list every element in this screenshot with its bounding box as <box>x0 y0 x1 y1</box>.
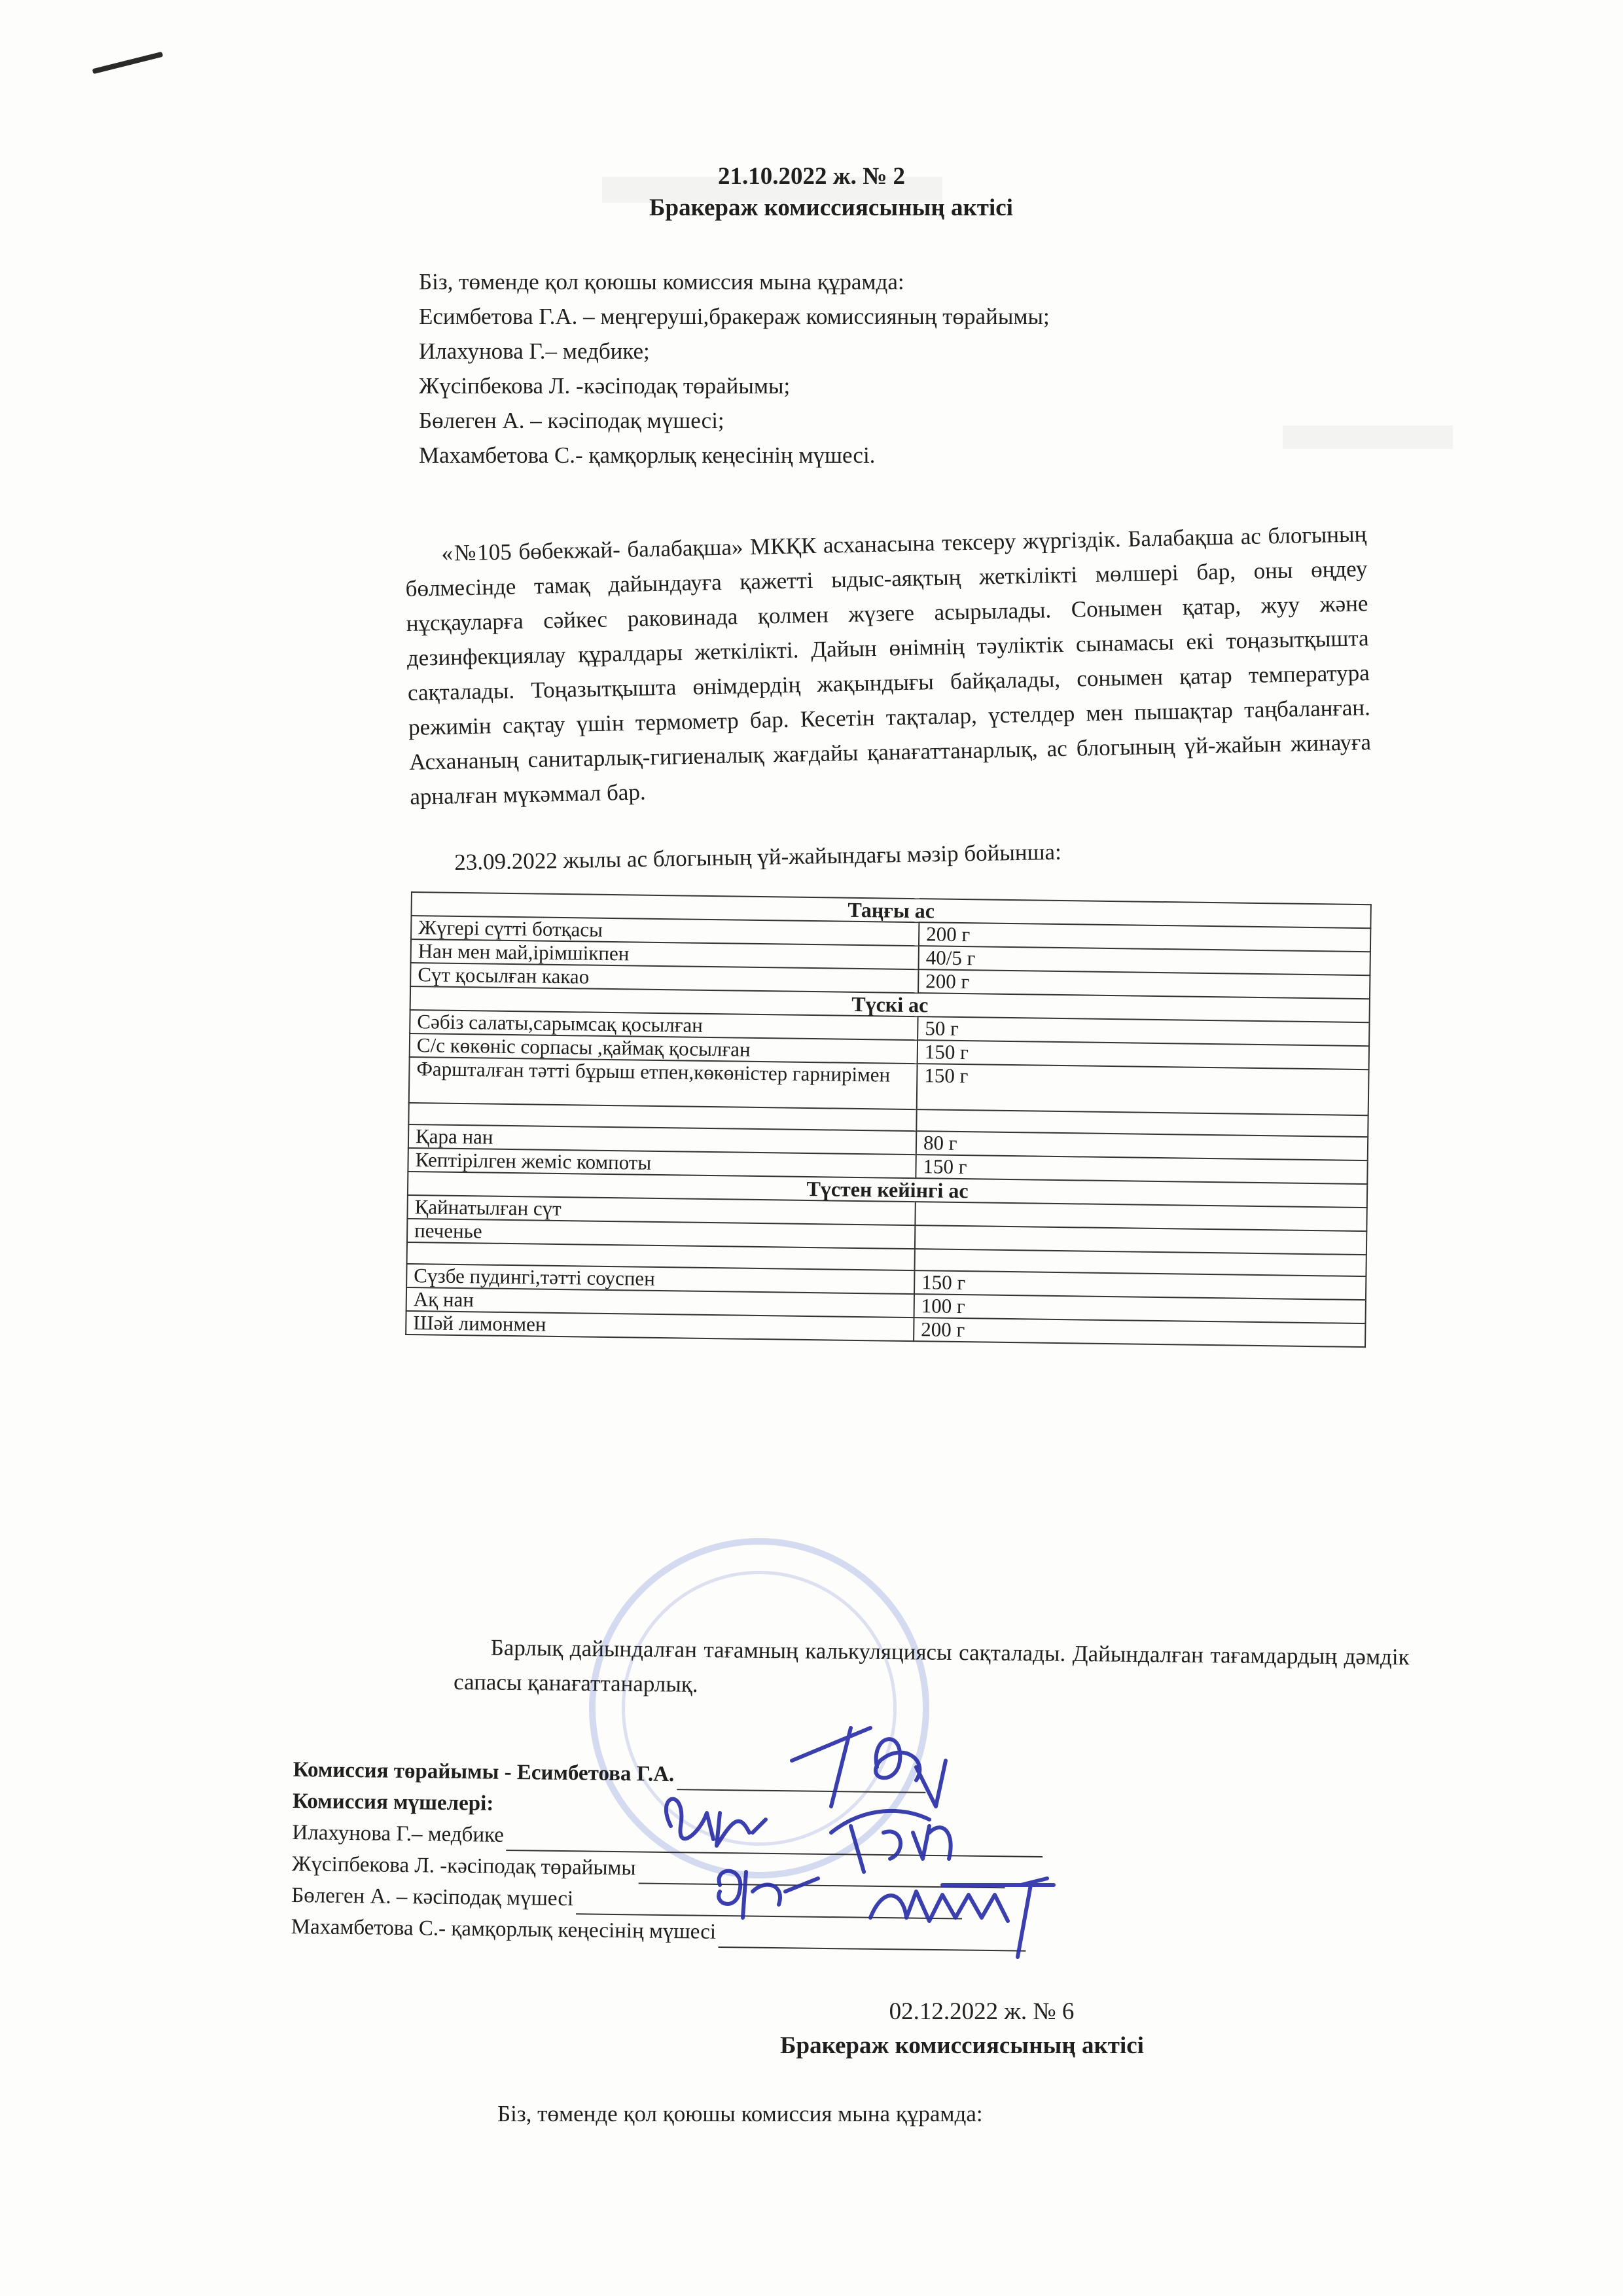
section-snack-title: Түстен кейінгі ас <box>408 1172 1367 1208</box>
member-line: Есимбетова Г.А. – меңгеруші,бракераж комиссияның төрайымы; <box>419 304 1050 329</box>
qty-cell: 80 г <box>916 1131 1368 1160</box>
menu-intro: 23.09.2022 жылы ас блогының үй-жайындағы мәзір бойынша: <box>454 838 1062 875</box>
member-label: Бөлеген А. – кәсіподақ мүшесі <box>291 1883 574 1911</box>
inspection-text: «№105 бөбекжай- балабақша» МКҚК асханасына тексеру жүргіздік. Балабақша ас блогының бөлмесінде тамақ дайындауға қажетті ыдыс-аяқтың жеткілікті мөлшері бар, оны өңдеу нұсқауларға сәйкес раковинада қолмен жүзеге асырылады. Сонымен қатар, жуу және дезинфекциялау құралдары жеткілікті. Дайын өнімнің тәуліктік сынамасы екі тоңазытқышта сақталады. Тоңазытқышта өнімдердің жақындығы байқалады, сонымен қатар температура режимін сақтау үшін термометр бар. Кесетін тақталар, үстелдер мен пышақтар таңбаланған. Асхананың санитарлық-гигиеналық жағдайы қанағаттанарлық, ас блогының үй-жайын жинауға арналған мүкәммал бар. <box>405 521 1372 810</box>
signature-block <box>291 1754 1044 1952</box>
section-breakfast-title: Таңғы ас <box>412 892 1371 928</box>
qty-cell: 150 г <box>917 1064 1369 1115</box>
qty-cell: 100 г <box>914 1294 1366 1323</box>
qty-cell: 50 г <box>918 1016 1369 1046</box>
dish-cell: печенье <box>407 1219 915 1249</box>
signature-line <box>638 1863 1005 1888</box>
conclusion-paragraph <box>454 1630 1410 1709</box>
members-label: Комиссия мүшелері: <box>292 1789 494 1816</box>
qty-cell: 150 г <box>914 1270 1366 1300</box>
dish-cell: Сәбіз салаты,сарымсақ қосылған <box>410 1010 918 1040</box>
qty-cell: 150 г <box>918 1040 1369 1069</box>
qty-cell: 200 г <box>919 922 1370 952</box>
member-label: Жүсіпбекова Л. -кәсіподақ төрайымы <box>291 1852 636 1880</box>
qty-cell: 40/5 г <box>919 946 1370 975</box>
act2-date-number: 02.12.2022 ж. № 6 <box>889 1998 1075 2025</box>
conclusion-text: Барлық дайындалған тағамның калькуляциясы сақталады. Дайындалған тағамдардың дәмдік сапасы қанағаттанарлық. <box>453 1634 1410 1697</box>
dish-cell: Сүзбе пудингі,тәтті соуспен <box>406 1264 914 1294</box>
dish-cell: С/с көкөніс сорпасы ,қаймақ қосылған <box>410 1033 918 1064</box>
member-line: Махамбетова С.- қамқорлық кеңесінің мүшесі. <box>419 442 876 468</box>
dish-cell: Фаршталған тәтті бұрыш етпен,көкөністер гарнирімен <box>409 1057 918 1109</box>
dish-cell: Шәй лимонмен <box>406 1311 914 1341</box>
member-line: Бөлеген А. – кәсіподақ мүшесі; <box>419 408 724 433</box>
inspection-paragraph <box>404 516 1372 814</box>
act1-title: Бракераж комиссиясының актісі <box>649 194 1013 221</box>
member-label: Илахунова Г.– медбике <box>292 1820 505 1847</box>
act1-date-number: 21.10.2022 ж. № 2 <box>717 163 905 190</box>
act2-intro: Біз, төменде қол қоюшы комиссия мына құрамда: <box>497 2101 983 2126</box>
dish-cell: Сүт қосылған какао <box>410 963 918 993</box>
dish-cell: Қара нан <box>408 1124 916 1155</box>
qty-cell: 200 г <box>914 1318 1365 1347</box>
section-lunch-title: Түскі ас <box>410 986 1370 1022</box>
dish-cell: Қайнатылған сүт <box>407 1195 915 1225</box>
scan-artifact-mark <box>92 52 164 74</box>
act1-commission-members <box>419 264 1050 473</box>
signature-line <box>719 1927 1026 1952</box>
dish-cell: Ақ нан <box>406 1287 914 1318</box>
menu-table <box>405 891 1372 1348</box>
member-line: Илахунова Г.– медбике; <box>419 338 650 364</box>
qty-cell: 200 г <box>918 969 1370 999</box>
members-intro: Біз, төменде қол қоюшы комиссия мына құрамда: <box>419 269 904 295</box>
act2-title: Бракераж комиссиясының актісі <box>780 2032 1144 2059</box>
dish-cell: Нан мен май,ірімшікпен <box>411 939 919 969</box>
member-label: Махамбетова С.- қамқорлық кеңесінің мүшесі <box>291 1914 717 1944</box>
chair-label: Комиссия төрайымы - Есимбетова Г.А. <box>293 1757 675 1787</box>
bleed-through-shadow <box>1283 425 1453 449</box>
signature-line <box>677 1769 925 1793</box>
qty-cell: 150 г <box>916 1155 1367 1184</box>
dish-cell: Кептірілген жеміс компоты <box>408 1148 916 1178</box>
member-line: Жүсіпбекова Л. -кәсіподақ төрайымы; <box>419 373 791 399</box>
dish-cell: Жүгері сүтті ботқасы <box>411 916 919 946</box>
